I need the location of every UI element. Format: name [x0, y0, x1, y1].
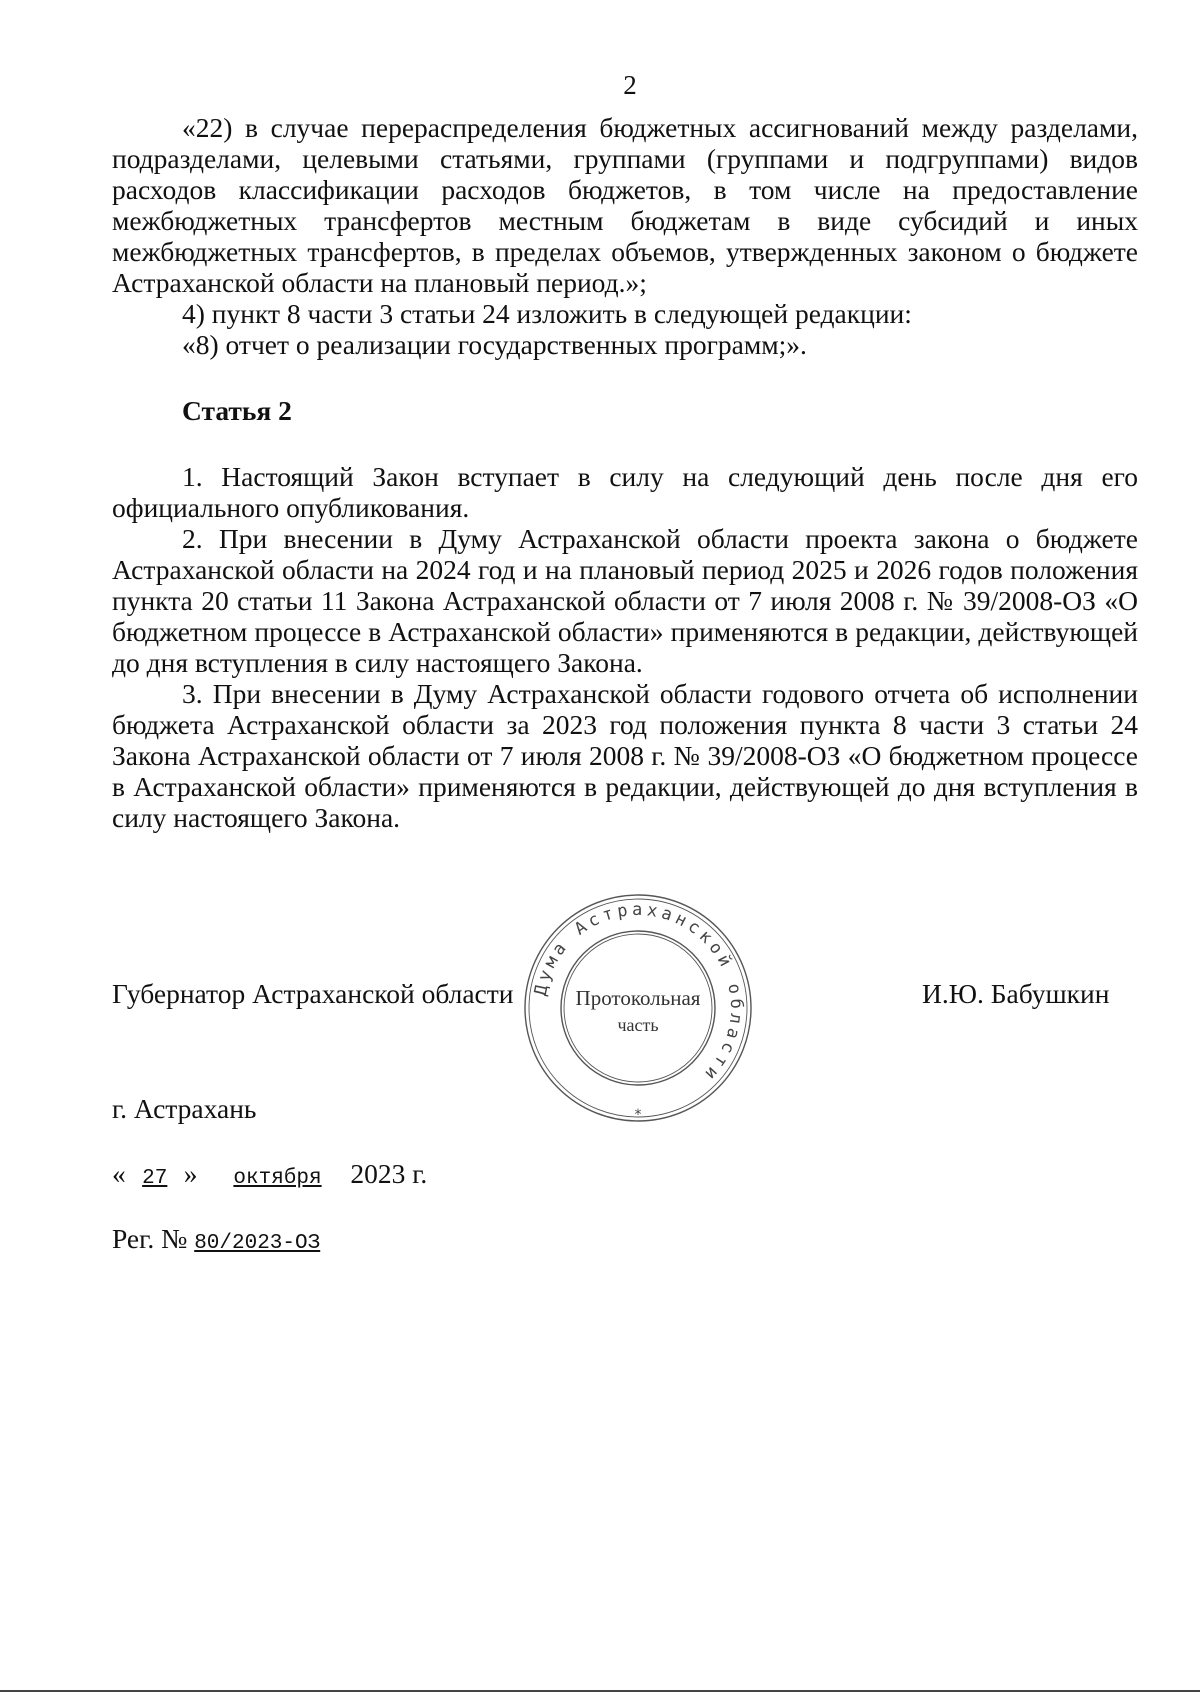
stamp-star: * — [634, 1107, 642, 1123]
document-body — [112, 112, 1138, 833]
signing-date — [112, 1158, 427, 1190]
signature-position: Губернатор Астраханской области — [112, 978, 514, 1009]
stamp-center-line1: Протокольная — [575, 986, 701, 1010]
article-heading: Статья 2 — [182, 395, 292, 426]
date-day: 27 — [142, 1167, 168, 1190]
date-close-quote: » — [183, 1158, 198, 1189]
signature-name: И.Ю. Бабушкин — [922, 978, 1110, 1009]
bottom-rule — [0, 1690, 1200, 1692]
article-paragraph: 1. Настоящий Закон вступает в силу на следующий день после дня его официального опубликования. — [112, 461, 1138, 523]
date-month: октября — [233, 1167, 322, 1190]
date-open-quote: « — [112, 1158, 126, 1189]
official-stamp — [518, 888, 758, 1128]
registration-number: 80/2023-ОЗ — [194, 1232, 321, 1255]
stamp-center-line2: часть — [617, 1015, 659, 1035]
article-paragraph: 2. При внесении в Думу Астраханской области проекта закона о бюджете Астраханской области на 2024 год и на плановый период 2025 и 2026 годов положения пункта 20 статьи 11 Закона Астраханской области от 7 июля 2008 г. № 39/2008-ОЗ «О бюджетном процессе в Астраханской области» применяются в редакции, действующей до дня вступления в силу настоящего Закона. — [112, 523, 1138, 678]
registration — [112, 1223, 320, 1255]
page-number: 2 — [623, 70, 637, 100]
paragraph: 4) пункт 8 части 3 статьи 24 изложить в следующей редакции: — [182, 298, 912, 329]
article-paragraph: 3. При внесении в Думу Астраханской области годового отчета об исполнении бюджета Астраханской области за 2023 год положения пункта 8 части 3 статьи 24 Закона Астраханской области от 7 июля 2008 г. № 39/2008-ОЗ «О бюджетном процессе в Астраханской области» применяются в редакции, действующей до дня вступления в силу настоящего Закона. — [112, 678, 1138, 833]
paragraph: «8) отчет о реализации государственных программ;». — [182, 329, 807, 360]
paragraph: «22) в случае перераспределения бюджетных ассигнований между разделами, подразделами, целевыми статьями, группами (группами и подгруппами) видов расходов классификации расходов бюджетов, в том числе на предоставление межбюджетных трансфертов местным бюджетам в виде субсидий и иных межбюджетных трансфертов, в пределах объемов, утвержденных законом о бюджете Астраханской области на плановый период.»; — [112, 112, 1138, 298]
city: г. Астрахань — [112, 1093, 257, 1124]
stamp-ring-text: Дума Астраханской области — [530, 899, 747, 1087]
registration-label: Рег. № — [112, 1223, 188, 1254]
date-year: 2023 г. — [350, 1158, 428, 1189]
